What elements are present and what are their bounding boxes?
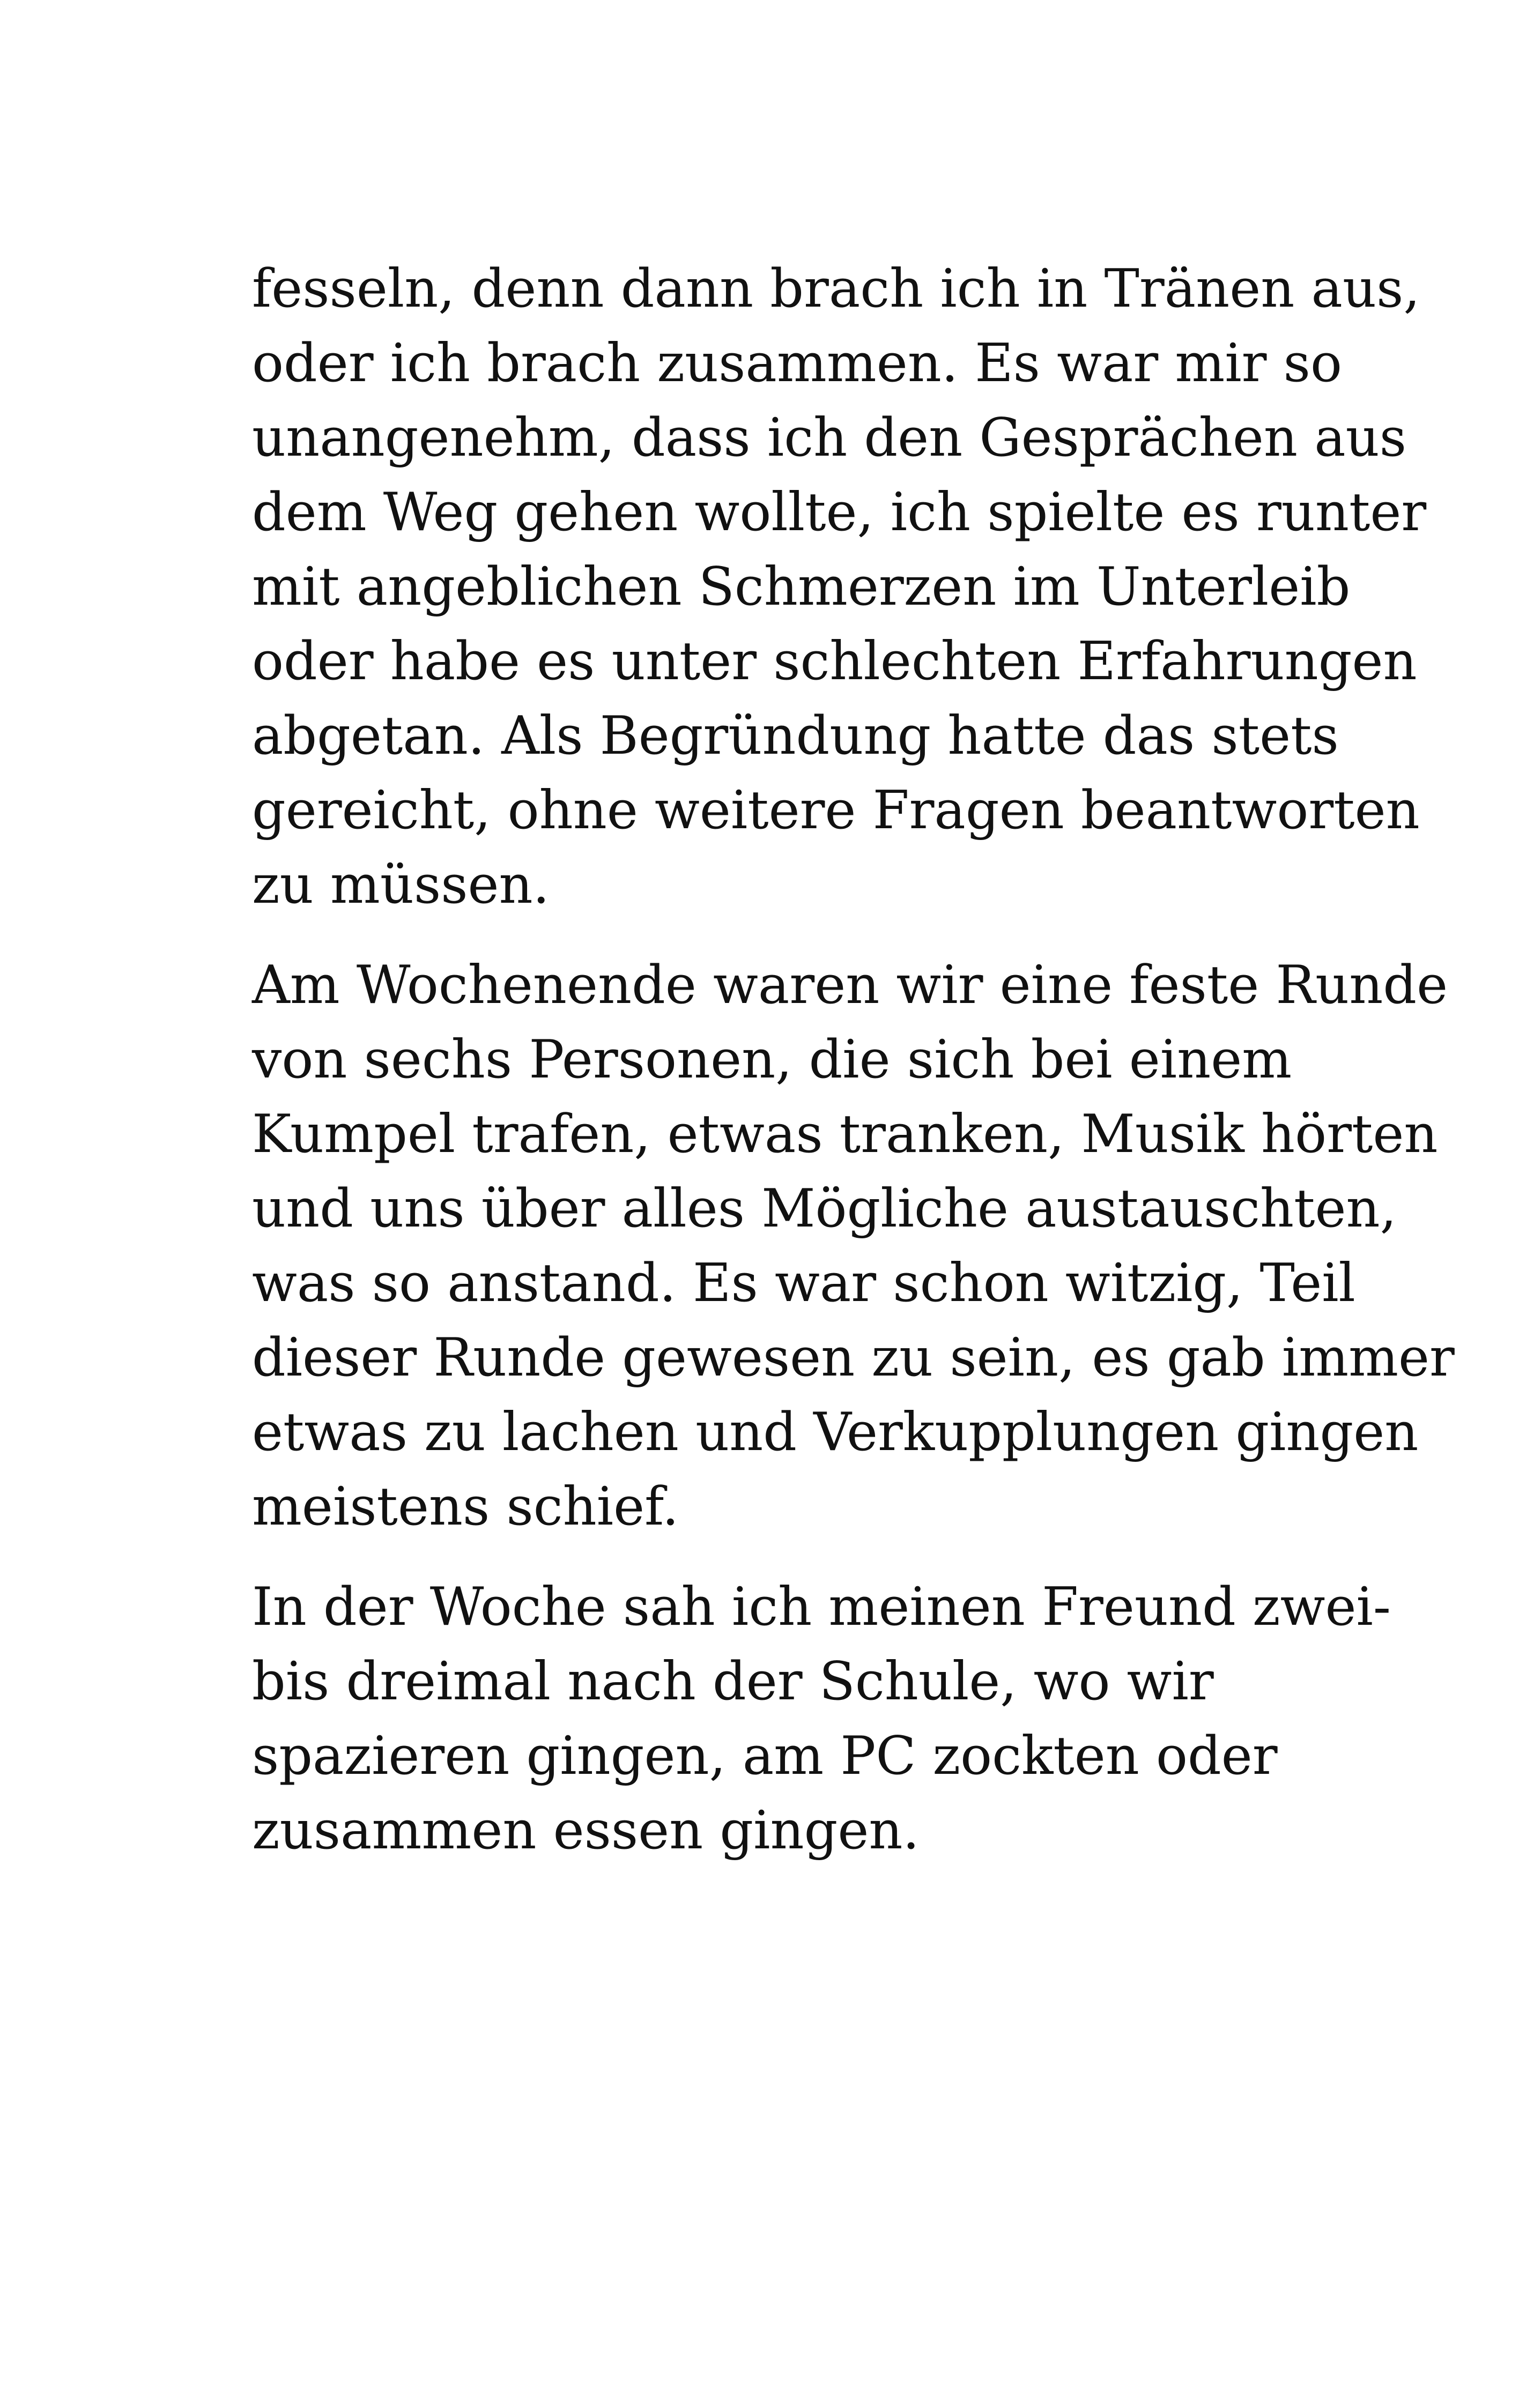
paragraph-2 xyxy=(252,948,1455,1544)
text-line: dieser Runde gewesen zu sein, es gab immer xyxy=(252,1327,1455,1388)
text-line: bis dreimal nach der Schule, wo wir xyxy=(252,1651,1214,1712)
text-line: Kumpel trafen, etwas tranken, Musik hörten xyxy=(252,1104,1438,1165)
text-line: meistens schief. xyxy=(252,1476,679,1537)
text-line: von sechs Personen, die sich bei einem xyxy=(252,1029,1292,1090)
text-line: zusammen essen gingen. xyxy=(252,1800,920,1861)
body-text xyxy=(252,252,1455,1894)
text-line: oder habe es unter schlechten Erfahrungen xyxy=(252,631,1417,692)
text-line: In der Woche sah ich meinen Freund zwei- xyxy=(252,1577,1391,1638)
text-line: oder ich brach zusammen. Es war mir so xyxy=(252,333,1342,394)
paragraph-3 xyxy=(252,1570,1391,1868)
text-line: mit angeblichen Schmerzen im Unterleib xyxy=(252,556,1351,618)
text-line: fesseln, denn dann brach ich in Tränen aus, xyxy=(252,258,1420,319)
text-line: was so anstand. Es war schon witzig, Teil xyxy=(252,1253,1355,1314)
paragraph-1 xyxy=(252,252,1427,923)
text-line: dem Weg gehen wollte, ich spielte es runter xyxy=(252,482,1427,543)
text-line: spazieren gingen, am PC zockten oder xyxy=(252,1726,1278,1787)
text-line: und uns über alles Mögliche austauschten, xyxy=(252,1178,1397,1239)
text-line: etwas zu lachen und Verkupplungen gingen xyxy=(252,1402,1419,1463)
text-line: zu müssen. xyxy=(252,854,550,916)
text-line: unangenehm, dass ich den Gesprächen aus xyxy=(252,407,1407,469)
text-line: gereicht, ohne weitere Fragen beantworten xyxy=(252,780,1420,841)
text-line: Am Wochenende waren wir eine feste Runde xyxy=(252,955,1448,1016)
text-line: abgetan. Als Begründung hatte das stets xyxy=(252,705,1339,767)
